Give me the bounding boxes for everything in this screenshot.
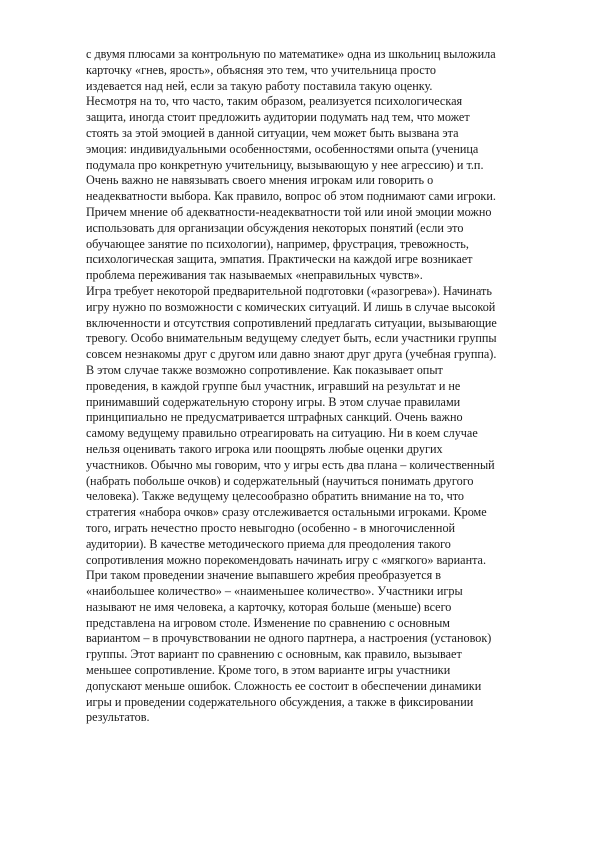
text-line: совсем незнакомы друг с другом или давно знают друг друга (учебная группа). — [86, 347, 497, 362]
text-line: того, играть нечестно просто невыгодно (особенно - в многочисленной — [86, 520, 456, 535]
text-line: психологическая защита, эмпатия. Практически на каждой игре возникает — [86, 252, 473, 267]
text-line: тревогу. Особо внимательным ведущему следует быть, если участники группы — [86, 331, 497, 346]
text-line: включенности и отсутствия сопротивлений предлагать ситуации, вызывающие — [86, 315, 497, 330]
text-line: В этом случае также возможно сопротивление. Как показывает опыт — [86, 362, 443, 377]
text-line: Причем мнение об адекватности-неадекватности той или иной эмоции можно — [86, 204, 492, 219]
text-line: Игра требует некоторой предварительной подготовки («разогрева»). Начинать — [86, 283, 492, 298]
text-line: участников. Обычно мы говорим, что у игры есть два плана – количественный — [86, 457, 495, 472]
text-line: использовать для организации обсуждения некоторых понятий (если это — [86, 220, 464, 235]
text-line: нельзя оценивать такого игрока или поощрять любые оценки других — [86, 441, 443, 456]
text-line: человека). Также ведущему целесообразно обратить внимание на то, что — [86, 489, 464, 504]
text-line: эмоция: индивидуальными особенностями, особенностями опыта (ученица — [86, 141, 479, 156]
text-line: представлена на игровом столе. Изменение по сравнению с основным — [86, 615, 451, 630]
text-line: игру нужно по возможности с комических ситуаций. И лишь в случае высокой — [86, 299, 496, 314]
text-line: неадекватности выбора. Как правило, вопрос об этом поднимают сами игроки. — [86, 189, 496, 204]
text-line: проблема переживания так называемых «неправильных чувств». — [86, 268, 423, 283]
text-line: При таком проведении значение выпавшего жребия преобразуется в — [86, 568, 442, 583]
text-line: (набрать побольше очков) и содержательный (научиться понимать другого — [86, 473, 474, 488]
text-line: Очень важно не навязывать своего мнения игрокам или говорить о — [86, 173, 434, 188]
text-line: аудитории). В качестве методического приема для преодоления такого — [86, 536, 451, 551]
text-line: сопротивления можно порекомендовать начинать игру с «мягкого» варианта. — [86, 552, 487, 567]
text-line: защита, иногда стоит предложить аудитории подумать над тем, что может — [86, 110, 470, 125]
text-line: принципиально не предусматривается штрафных санкций. Очень важно — [86, 410, 463, 425]
text-line: самому ведущему правильно отреагировать на ситуацию. Ни в коем случае — [86, 426, 478, 441]
text-line: подумала про конкретную учительницу, вызывающую у нее агрессию) и т.п. — [86, 157, 484, 172]
text-line: вариантом – в прочувствовании не одного партнера, а настроения (установок) — [86, 631, 492, 646]
body-text — [86, 47, 526, 726]
text-line: проведения, в каждой группе был участник, игравший на результат и не — [86, 378, 461, 393]
text-line: Несмотря на то, что часто, таким образом, реализуется психологическая — [86, 94, 463, 109]
text-line: группы. Этот вариант по сравнению с основным, как правило, вызывает — [86, 647, 462, 662]
text-line: называют не имя человека, а карточку, которая больше (меньше) всего — [86, 599, 452, 614]
text-line: с двумя плюсами за контрольную по математике» одна из школьниц выложила — [86, 47, 496, 61]
text-line: стратегия «набора очков» сразу отслеживается остальными игроками. Кроме — [86, 505, 487, 520]
text-line: игры и проведении содержательного обсуждения, а также в фиксировании — [86, 694, 474, 709]
text-line: допускают меньше ошибок. Сложность ее состоит в обеспечении динамики — [86, 678, 482, 693]
text-line: меньшее сопротивление. Кроме того, в этом варианте игры участники — [86, 663, 451, 678]
text-line: обучающее занятие по психологии), например, фрустрация, тревожность, — [86, 236, 469, 251]
text-line: результатов. — [86, 710, 150, 725]
text-line: карточку «гнев, ярость», объясняя это тем, что учительница просто — [86, 62, 436, 77]
text-line: издевается над ней, если за такую работу поставила такую оценку. — [86, 78, 433, 93]
text-line: стоять за этой эмоцией в данной ситуации, чем может быть вызвана эта — [86, 125, 459, 140]
text-line: принимавший содержательную сторону игры. В этом случае правилами — [86, 394, 461, 409]
text-line: «наибольшее количество» – «наименьшее количество». Участники игры — [86, 584, 463, 599]
